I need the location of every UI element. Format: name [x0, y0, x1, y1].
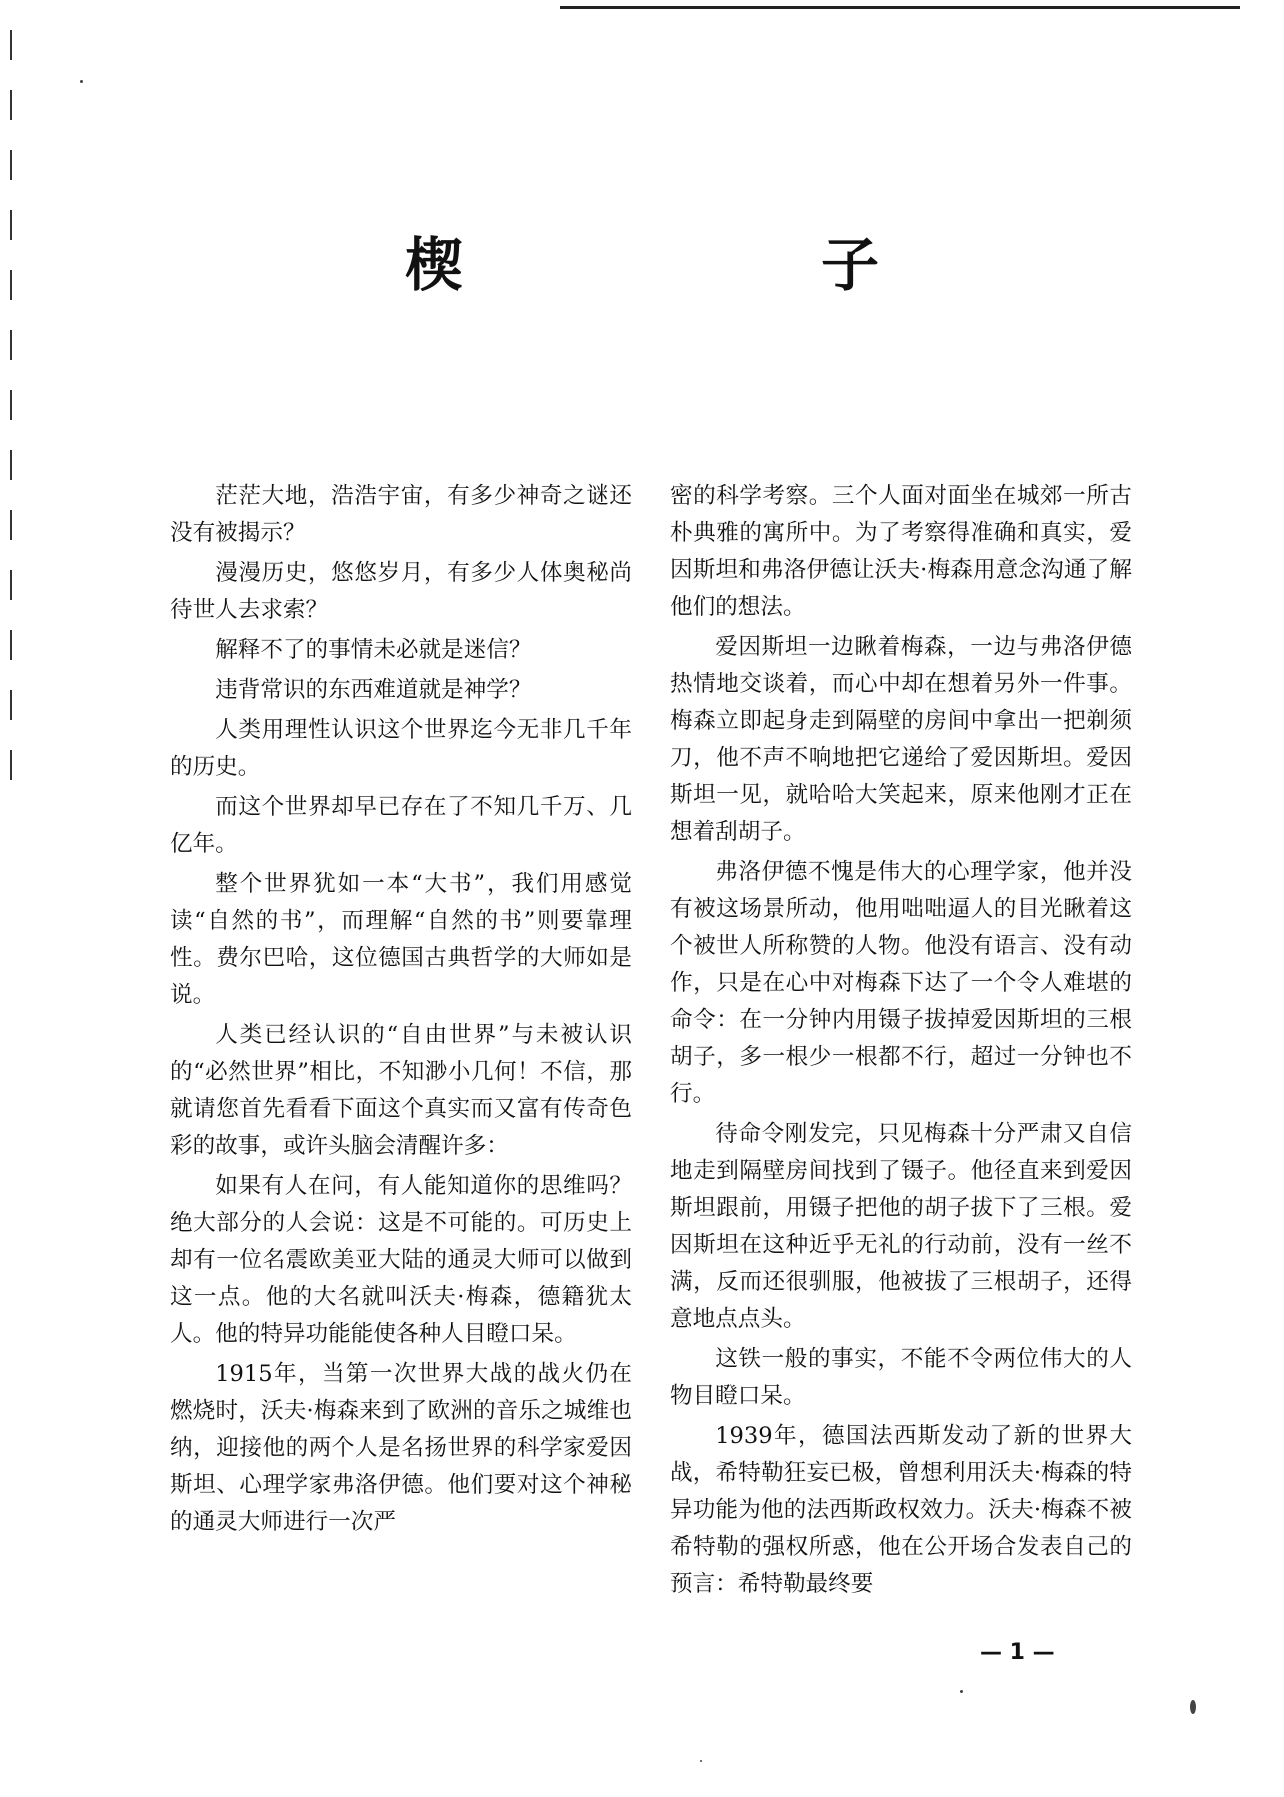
paragraph: 解释不了的事情未必就是迷信？ [215, 637, 532, 663]
paragraph: 弗洛伊德不愧是伟大的心理学家，他并没有被这场景所动，他用咄咄逼人的目光瞅着这个被世人所称赞的人物。他没有语言、没有动作，只是在心中对梅森下达了一个令人难堪的命令：在一分钟内用镊子拔掉爱因斯坦的三根胡子，多一根少一根都不行，超过一分钟也不行。 [670, 859, 1132, 1107]
paragraph: 茫茫大地，浩浩宇宙，有多少神奇之谜还没有被揭示？ [170, 483, 632, 546]
scan-speck [700, 1760, 702, 1762]
paragraph: 待命令刚发完，只见梅森十分严肃又自信地走到隔壁房间找到了镊子。他径直来到爱因斯坦跟前，用镊子把他的胡子拔下了三根。爱因斯坦在这种近乎无礼的行动前，没有一丝不满，反而还很驯服，他被拔了三根胡子，还得意地点点头。 [670, 1121, 1132, 1332]
scan-speck [80, 80, 83, 83]
paragraph: 爱因斯坦一边瞅着梅森，一边与弗洛伊德热情地交谈着，而心中却在想着另外一件事。梅森立即起身走到隔壁的房间中拿出一把剃须刀，他不声不响地把它递给了爱因斯坦。爱因斯坦一见，就哈哈大笑起来，原来他刚才正在想着刮胡子。 [670, 634, 1132, 845]
paragraph: 违背常识的东西难道就是神学？ [215, 677, 532, 703]
paragraph: 整个世界犹如一本“大书”，我们用感觉读“自然的书”，而理解“自然的书”则要靠理性。费尔巴哈，这位德国古典哲学的大师如是说。 [170, 871, 632, 1008]
paragraph: 如果有人在问，有人能知道你的思维吗？绝大部分的人会说：这是不可能的。可历史上却有一位名震欧美亚大陆的通灵大师可以做到这一点。他的大名就叫沃夫·梅森，德籍犹太人。他的特异功能能使各种人目瞪口呆。 [170, 1173, 632, 1347]
paragraph: 人类已经认识的“自由世界”与未被认识的“必然世界”相比，不知渺小几何！不信，那就请您首先看看下面这个真实而又富有传奇色彩的故事，或许头脑会清醒许多： [170, 1022, 632, 1159]
binding-marks [10, 30, 16, 930]
scan-speck [960, 1690, 963, 1693]
top-rule [560, 6, 1240, 9]
page-title: 楔 子 [404, 231, 1029, 299]
paragraph: 漫漫历史，悠悠岁月，有多少人体奥秘尚待世人去求索？ [170, 560, 632, 623]
paragraph: 1915年，当第一次世界大战的战火仍在燃烧时，沃夫·梅森来到了欧洲的音乐之城维也纳，迎接他的两个人是名扬世界的科学家爱因斯坦、心理学家弗洛伊德。他们要对这个神秘的通灵大师进行一次严 [170, 1361, 632, 1535]
paragraph-continued: 密的科学考察。三个人面对面坐在城郊一所古朴典雅的寓所中。为了考察得准确和真实，爱因斯坦和弗洛伊德让沃夫·梅森用意念沟通了解他们的想法。 [670, 483, 1132, 620]
page-number: — 1 — [980, 1640, 1055, 1665]
paragraph: 人类用理性认识这个世界迄今无非几千年的历史。 [170, 717, 632, 780]
left-column [170, 478, 632, 1544]
scan-speck [1190, 1700, 1196, 1714]
right-column [670, 478, 1132, 1606]
paragraph: 1939年，德国法西斯发动了新的世界大战，希特勒狂妄已极，曾想利用沃夫·梅森的特异功能为他的法西斯政权效力。沃夫·梅森不被希特勒的强权所惑，他在公开场合发表自己的预言：希特勒最终要 [670, 1423, 1132, 1597]
paragraph: 这铁一般的事实，不能不令两位伟大的人物目瞪口呆。 [670, 1346, 1132, 1409]
paragraph: 而这个世界却早已存在了不知几千万、几亿年。 [170, 794, 632, 857]
